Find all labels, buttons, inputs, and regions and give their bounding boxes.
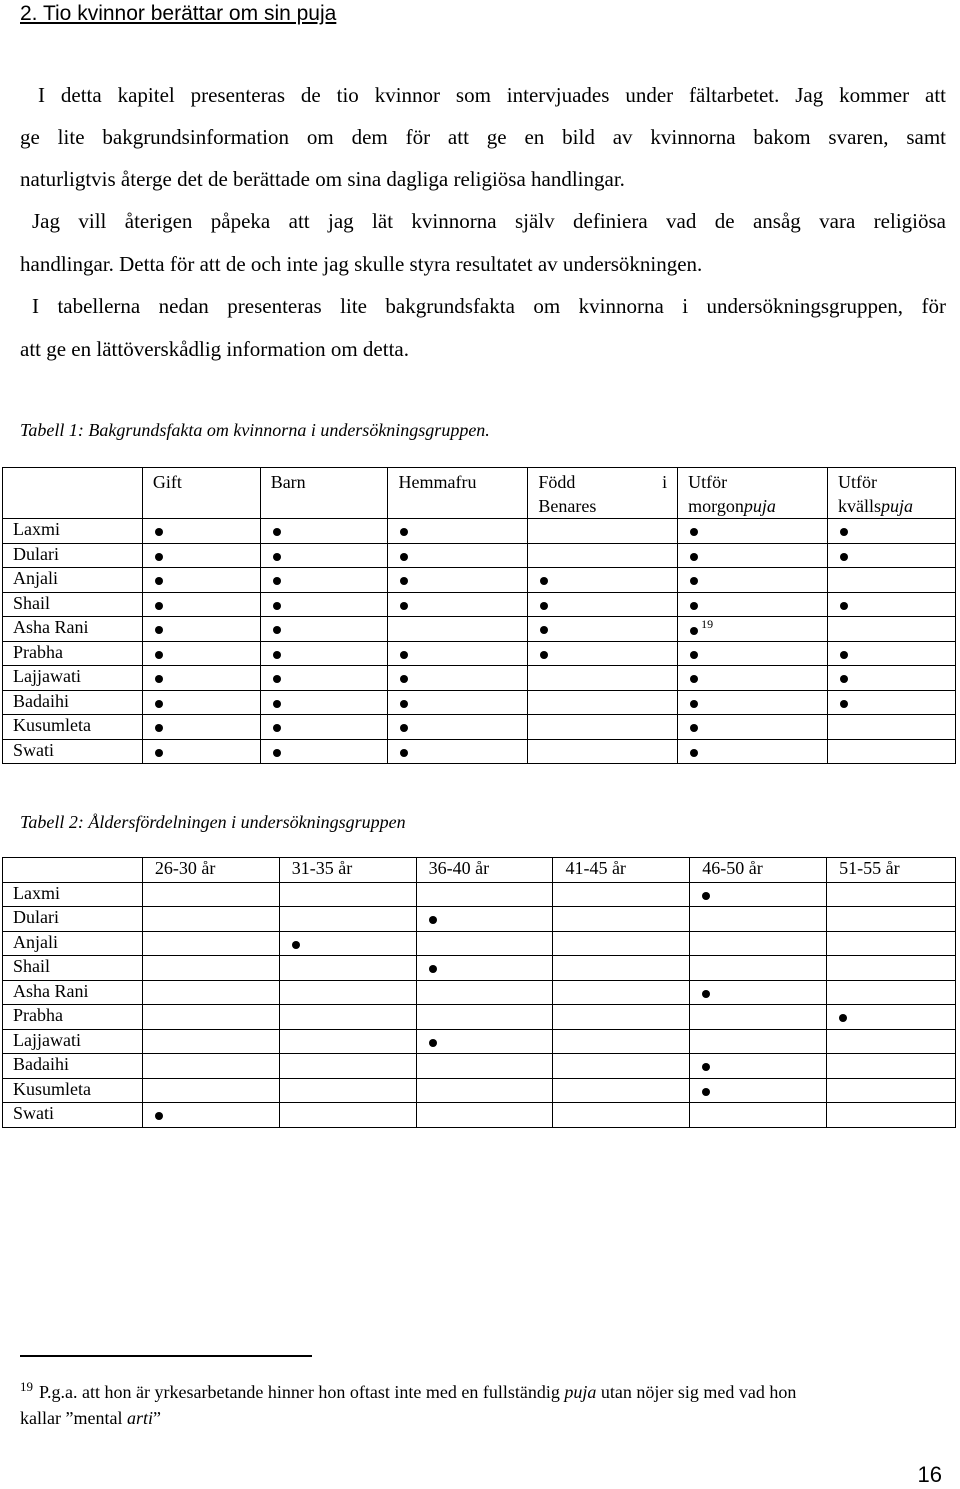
age-cell: [827, 1054, 956, 1079]
bullet-mark: [690, 553, 698, 561]
age-cell: [553, 1054, 690, 1079]
age-cell: [827, 980, 956, 1005]
fact-cell: [388, 641, 528, 666]
table2-caption: Tabell 2: Åldersfördelningen i undersökningsgruppen: [20, 812, 406, 832]
table-row: [3, 568, 956, 593]
bullet-mark: [400, 553, 408, 561]
fact-cell: [528, 568, 678, 593]
age-cell: [827, 1029, 956, 1054]
header-barn: Barn: [260, 468, 388, 519]
table-row: [3, 907, 956, 932]
age-cell: [279, 956, 416, 981]
fact-cell: [388, 592, 528, 617]
table-row: [3, 956, 956, 981]
header-fodd-word: Född: [538, 472, 576, 492]
age-cell: [690, 1005, 827, 1030]
footnote-ref: 19: [701, 617, 714, 632]
age-cell: [553, 1005, 690, 1030]
bullet-mark: [155, 700, 163, 708]
person-name: Kusumleta: [3, 715, 143, 740]
age-cell: [142, 956, 279, 981]
header-kvallspuja: [828, 468, 956, 519]
age-cell: [690, 980, 827, 1005]
paragraph-line: ge lite bakgrundsinformation om dem för att ge en bild av kvinnorna bakom svaren, samt: [20, 125, 946, 149]
bullet-mark: [690, 700, 698, 708]
header-morgon-word: morgon: [688, 496, 744, 516]
bullet-mark: [690, 627, 698, 635]
bullet-mark: [273, 724, 281, 732]
age-range-header: 36-40 år: [416, 858, 553, 883]
bullet-mark: [273, 700, 281, 708]
age-cell: [553, 882, 690, 907]
header-kvall-word: kvälls: [838, 496, 882, 516]
age-range-header: 26-30 år: [142, 858, 279, 883]
bullet-mark: [155, 1112, 163, 1120]
person-name: Dulari: [3, 907, 143, 932]
table1-header-row: [3, 468, 956, 519]
fact-cell: [678, 519, 828, 544]
age-cell: [416, 907, 553, 932]
bullet-mark: [540, 626, 548, 634]
age-cell: [690, 1054, 827, 1079]
fact-cell: [828, 592, 956, 617]
bullet-mark: [690, 675, 698, 683]
bullet-mark: [840, 553, 848, 561]
fact-cell: [260, 592, 388, 617]
bullet-mark: [690, 724, 698, 732]
age-cell: [279, 882, 416, 907]
fact-cell: [142, 666, 260, 691]
person-name: Anjali: [3, 931, 143, 956]
table-row: [3, 543, 956, 568]
fact-cell: [142, 715, 260, 740]
bullet-mark: [273, 577, 281, 585]
age-cell: [142, 980, 279, 1005]
person-name: Asha Rani: [3, 617, 143, 642]
header-morgonpuja: [678, 468, 828, 519]
bullet-mark: [155, 528, 163, 536]
bullet-mark: [702, 892, 710, 900]
age-cell: [553, 980, 690, 1005]
age-cell: [553, 956, 690, 981]
age-cell: [142, 1029, 279, 1054]
bullet-mark: [400, 749, 408, 757]
fact-cell: [528, 666, 678, 691]
table-row: [3, 666, 956, 691]
age-cell: [416, 1054, 553, 1079]
fact-cell: [388, 715, 528, 740]
fact-cell: [678, 543, 828, 568]
fact-cell: [678, 666, 828, 691]
age-cell: [279, 907, 416, 932]
footnote-text: P.g.a. att hon är yrkesarbetande hinner hon oftast inte med en fullständig: [39, 1382, 565, 1402]
age-cell: [142, 1078, 279, 1103]
fact-cell: [528, 592, 678, 617]
age-cell: [690, 931, 827, 956]
fact-cell: [828, 568, 956, 593]
fact-cell: [142, 568, 260, 593]
age-cell: [416, 980, 553, 1005]
table-row: [3, 641, 956, 666]
paragraph-line: att ge en lättöverskådlig information om detta.: [20, 337, 409, 361]
footnote-text: kallar ”mental: [20, 1408, 127, 1428]
fact-cell: [388, 666, 528, 691]
person-name: Kusumleta: [3, 1078, 143, 1103]
fact-cell: [142, 617, 260, 642]
person-name: Swati: [3, 739, 143, 764]
fact-cell: [828, 666, 956, 691]
bullet-mark: [840, 700, 848, 708]
paragraph-line: I detta kapitel presenteras de tio kvinnor som intervjuades under fältarbetet. Jag kommer att: [38, 83, 946, 107]
fact-cell: [388, 543, 528, 568]
fact-cell: [678, 617, 828, 642]
fact-cell: [260, 617, 388, 642]
age-cell: [553, 907, 690, 932]
bullet-mark: [690, 577, 698, 585]
fact-cell: [142, 641, 260, 666]
bullet-mark: [155, 553, 163, 561]
bullet-mark: [702, 1088, 710, 1096]
bullet-mark: [840, 651, 848, 659]
bullet-mark: [273, 651, 281, 659]
fact-cell: [528, 690, 678, 715]
age-cell: [690, 956, 827, 981]
table-row: [3, 592, 956, 617]
age-range-header: 31-35 år: [279, 858, 416, 883]
age-cell: [279, 980, 416, 1005]
age-cell: [279, 931, 416, 956]
age-cell: [416, 882, 553, 907]
person-name: Anjali: [3, 568, 143, 593]
fact-cell: [260, 543, 388, 568]
bullet-mark: [690, 749, 698, 757]
age-cell: [279, 1054, 416, 1079]
bullet-mark: [840, 602, 848, 610]
person-name: Badaihi: [3, 690, 143, 715]
table-row: [3, 1005, 956, 1030]
bullet-mark: [155, 577, 163, 585]
bullet-mark: [400, 700, 408, 708]
bullet-mark: [690, 602, 698, 610]
header-puja-word: puja: [881, 496, 914, 516]
bullet-mark: [540, 651, 548, 659]
bullet-mark: [702, 1063, 710, 1071]
header-fodd-i-benares: [528, 468, 678, 519]
table-row: [3, 739, 956, 764]
paragraph-line: I tabellerna nedan presenteras lite bakgrundsfakta om kvinnorna i undersökningsgruppen, för: [32, 294, 946, 318]
footnote-arti: arti: [126, 1408, 153, 1428]
fact-cell: [260, 690, 388, 715]
age-cell: [142, 1005, 279, 1030]
fact-cell: [260, 519, 388, 544]
age-cell: [416, 956, 553, 981]
table-row: [3, 690, 956, 715]
fact-cell: [678, 641, 828, 666]
person-name: Shail: [3, 956, 143, 981]
footnote-separator: [20, 1355, 312, 1357]
person-name: Laxmi: [3, 882, 143, 907]
background-facts-table: [2, 467, 956, 764]
age-cell: [827, 882, 956, 907]
bullet-mark: [273, 749, 281, 757]
fact-cell: [678, 739, 828, 764]
table1-caption: Tabell 1: Bakgrundsfakta om kvinnorna i undersökningsgruppen.: [20, 420, 490, 440]
bullet-mark: [690, 528, 698, 536]
age-cell: [279, 1078, 416, 1103]
age-cell: [142, 882, 279, 907]
bullet-mark: [155, 724, 163, 732]
age-cell: [827, 1005, 956, 1030]
fact-cell: [388, 617, 528, 642]
paragraph-line: handlingar. Detta för att de och inte jag skulle styra resultatet av undersökningen.: [20, 252, 703, 276]
table1-corner-cell: [3, 468, 143, 519]
bullet-mark: [400, 577, 408, 585]
table-row: [3, 882, 956, 907]
bullet-mark: [540, 577, 548, 585]
fact-cell: [528, 641, 678, 666]
age-range-header: 46-50 år: [690, 858, 827, 883]
fact-cell: [260, 739, 388, 764]
paragraph-line: Jag vill återigen påpeka att jag lät kvinnorna själv definiera vad de ansåg vara religiösa: [32, 209, 946, 233]
footnote-puja: puja: [564, 1382, 597, 1402]
fact-cell: [142, 592, 260, 617]
age-range-header: 51-55 år: [827, 858, 956, 883]
fact-cell: [678, 715, 828, 740]
fact-cell: [678, 592, 828, 617]
age-cell: [827, 931, 956, 956]
age-cell: [279, 1005, 416, 1030]
age-cell: [690, 907, 827, 932]
table2-corner-cell: [3, 858, 143, 883]
bullet-mark: [429, 916, 437, 924]
fact-cell: [528, 543, 678, 568]
fact-cell: [142, 739, 260, 764]
fact-cell: [142, 690, 260, 715]
table-row: [3, 519, 956, 544]
fact-cell: [828, 739, 956, 764]
person-name: Prabha: [3, 641, 143, 666]
fact-cell: [260, 666, 388, 691]
fact-cell: [142, 519, 260, 544]
header-utfor: Utför: [838, 472, 878, 492]
table-row: [3, 1078, 956, 1103]
fact-cell: [388, 690, 528, 715]
bullet-mark: [273, 528, 281, 536]
age-cell: [827, 907, 956, 932]
header-gift: Gift: [142, 468, 260, 519]
chapter-heading: 2. Tio kvinnor berättar om sin puja: [20, 2, 337, 25]
bullet-mark: [292, 941, 300, 949]
table-row: [3, 931, 956, 956]
age-cell: [690, 1078, 827, 1103]
bullet-mark: [155, 602, 163, 610]
age-range-header: 41-45 år: [553, 858, 690, 883]
age-cell: [553, 1029, 690, 1054]
age-cell: [279, 1029, 416, 1054]
fact-cell: [142, 543, 260, 568]
fact-cell: [388, 568, 528, 593]
table-row: [3, 1054, 956, 1079]
fact-cell: [828, 641, 956, 666]
fact-cell: [528, 617, 678, 642]
fact-cell: [678, 690, 828, 715]
table-row: [3, 1103, 956, 1128]
age-cell: [553, 1103, 690, 1128]
header-hemmafru: Hemmafru: [388, 468, 528, 519]
fact-cell: [528, 519, 678, 544]
fact-cell: [528, 739, 678, 764]
bullet-mark: [155, 626, 163, 634]
age-distribution-table: [2, 857, 956, 1128]
bullet-mark: [400, 724, 408, 732]
age-cell: [142, 1103, 279, 1128]
table-row: [3, 1029, 956, 1054]
age-cell: [416, 1078, 553, 1103]
person-name: Laxmi: [3, 519, 143, 544]
bullet-mark: [155, 675, 163, 683]
bullet-mark: [273, 602, 281, 610]
table2-header-row: [3, 858, 956, 883]
age-cell: [827, 956, 956, 981]
bullet-mark: [690, 651, 698, 659]
paragraph-line: naturligtvis återge det de berättade om sina dagliga religiösa handlingar.: [20, 167, 625, 191]
fact-cell: [828, 617, 956, 642]
bullet-mark: [429, 1039, 437, 1047]
page-number: 16: [917, 1462, 942, 1487]
header-utfor: Utför: [688, 472, 728, 492]
age-cell: [279, 1103, 416, 1128]
age-cell: [416, 1005, 553, 1030]
fact-cell: [388, 519, 528, 544]
fact-cell: [260, 568, 388, 593]
header-benares: Benares: [538, 496, 597, 516]
table-row: [3, 715, 956, 740]
bullet-mark: [400, 651, 408, 659]
age-cell: [142, 931, 279, 956]
footnote-number: 19: [20, 1379, 33, 1394]
age-cell: [142, 1054, 279, 1079]
fact-cell: [828, 519, 956, 544]
age-cell: [553, 931, 690, 956]
fact-cell: [260, 641, 388, 666]
person-name: Shail: [3, 592, 143, 617]
bullet-mark: [540, 602, 548, 610]
person-name: Swati: [3, 1103, 143, 1128]
bullet-mark: [400, 675, 408, 683]
table-row: [3, 617, 956, 642]
person-name: Lajjawati: [3, 1029, 143, 1054]
footnote-text: ”: [152, 1408, 161, 1428]
person-name: Prabha: [3, 1005, 143, 1030]
age-cell: [690, 1029, 827, 1054]
age-cell: [827, 1078, 956, 1103]
fact-cell: [388, 739, 528, 764]
age-cell: [416, 931, 553, 956]
age-cell: [416, 1029, 553, 1054]
footnote-text: utan nöjer sig med vad hon: [596, 1382, 797, 1402]
age-cell: [827, 1103, 956, 1128]
fact-cell: [260, 715, 388, 740]
person-name: Dulari: [3, 543, 143, 568]
footnote: [20, 1374, 920, 1431]
bullet-mark: [429, 965, 437, 973]
bullet-mark: [273, 553, 281, 561]
person-name: Asha Rani: [3, 980, 143, 1005]
fact-cell: [828, 715, 956, 740]
bullet-mark: [400, 602, 408, 610]
person-name: Badaihi: [3, 1054, 143, 1079]
fact-cell: [828, 690, 956, 715]
fact-cell: [678, 568, 828, 593]
table-row: [3, 980, 956, 1005]
bullet-mark: [839, 1014, 847, 1022]
bullet-mark: [400, 528, 408, 536]
bullet-mark: [273, 626, 281, 634]
person-name: Lajjawati: [3, 666, 143, 691]
age-cell: [690, 882, 827, 907]
bullet-mark: [702, 990, 710, 998]
header-puja-word: puja: [743, 496, 776, 516]
age-cell: [142, 907, 279, 932]
bullet-mark: [155, 651, 163, 659]
fact-cell: [528, 715, 678, 740]
age-cell: [553, 1078, 690, 1103]
age-cell: [416, 1103, 553, 1128]
bullet-mark: [155, 749, 163, 757]
bullet-mark: [840, 528, 848, 536]
bullet-mark: [273, 675, 281, 683]
fact-cell: [828, 543, 956, 568]
age-cell: [690, 1103, 827, 1128]
bullet-mark: [840, 675, 848, 683]
header-fodd-i: i: [662, 472, 668, 492]
